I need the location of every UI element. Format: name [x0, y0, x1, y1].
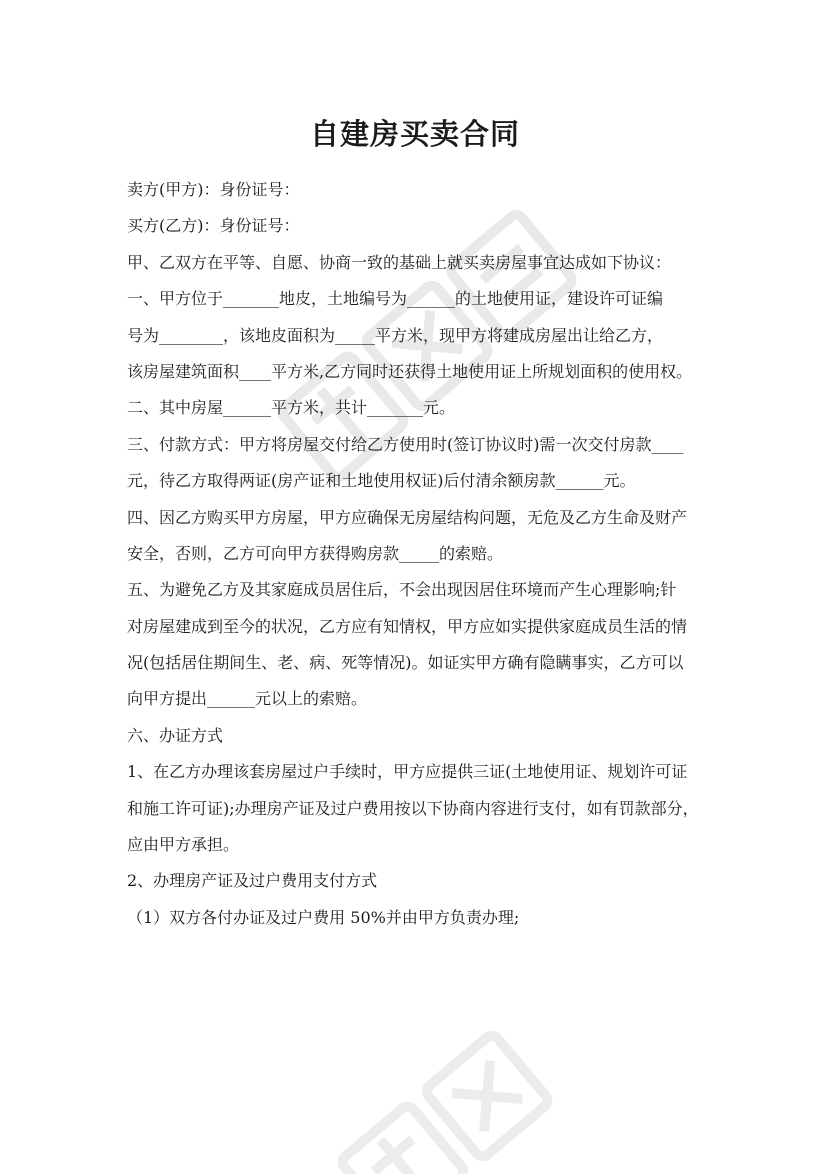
clause-1-line-2: 号为________，该地皮面积为_____平方米，现甲方将建成房屋出让给乙方， [127, 325, 664, 345]
clause-3-line-2: 元，待乙方取得两证(房产证和土地使用权证)后付清余额房款______元。 [127, 471, 636, 491]
clause-1-line-1: 一、甲方位于_______地皮，土地编号为______的土地使用证，建设许可证编 [127, 289, 664, 309]
document-body [127, 172, 727, 936]
buyer-line: 买方(乙方)：身份证号： [127, 216, 300, 236]
clause-4-line-1: 四、因乙方购买甲方房屋，甲方应确保无房屋结构问题，无危及乙方生命及财产 [127, 507, 688, 527]
document-title: 自建房买卖合同 [309, 117, 520, 151]
clause-5-line-3: 况(包括居住期间生、老、病、死等情况)。如证实甲方确有隐瞒事实，乙方可以 [127, 653, 684, 673]
clause-6-2-item-1: （1）双方各付办证及过户费用 50%并由甲方负责办理; [127, 907, 520, 927]
clause-6-1-line-1: 1、在乙方办理该套房屋过户手续时，甲方应提供三证(土地使用证、规划许可证 [127, 762, 688, 782]
agreement-intro: 甲、乙双方在平等、自愿、协商一致的基础上就买卖房屋事宜达成如下协议： [127, 252, 672, 272]
watermark-mark-bottom [340, 1033, 551, 1174]
clause-5-line-4: 向甲方提出______元以上的索赔。 [127, 689, 368, 709]
clause-5-line-2: 对房屋建成到至今的状况，乙方应有知情权，甲方应如实提供家庭成员生活的情 [127, 616, 688, 636]
clause-1-line-3: 该房屋建筑面积____平方米,乙方同时还获得土地使用证上所规划面积的使用权。 [127, 361, 693, 381]
clause-3-line-1: 三、付款方式：甲方将房屋交付给乙方使用时(签订协议时)需一次交付房款____ [127, 434, 684, 454]
clause-6-1-line-3: 应由甲方承担。 [127, 835, 240, 855]
clause-4-line-2: 安全，否则，乙方可向甲方获得购房款_____的索赔。 [127, 543, 504, 563]
clause-6-1-line-2: 和施工许可证);办理房产证及过户费用按以下协商内容进行支付，如有罚款部分， [127, 798, 699, 818]
clause-6-2-heading: 2、办理房产证及过户费用支付方式 [127, 871, 378, 891]
seller-line: 卖方(甲方)：身份证号： [127, 180, 300, 199]
clause-2-line-1: 二、其中房屋______平方米，共计_______元。 [127, 398, 456, 418]
clause-5-line-1: 五、为避免乙方及其家庭成员居住后，不会出现因居住环境而产生心理影响;针 [127, 580, 677, 600]
clause-6-heading: 六、办证方式 [127, 725, 224, 745]
